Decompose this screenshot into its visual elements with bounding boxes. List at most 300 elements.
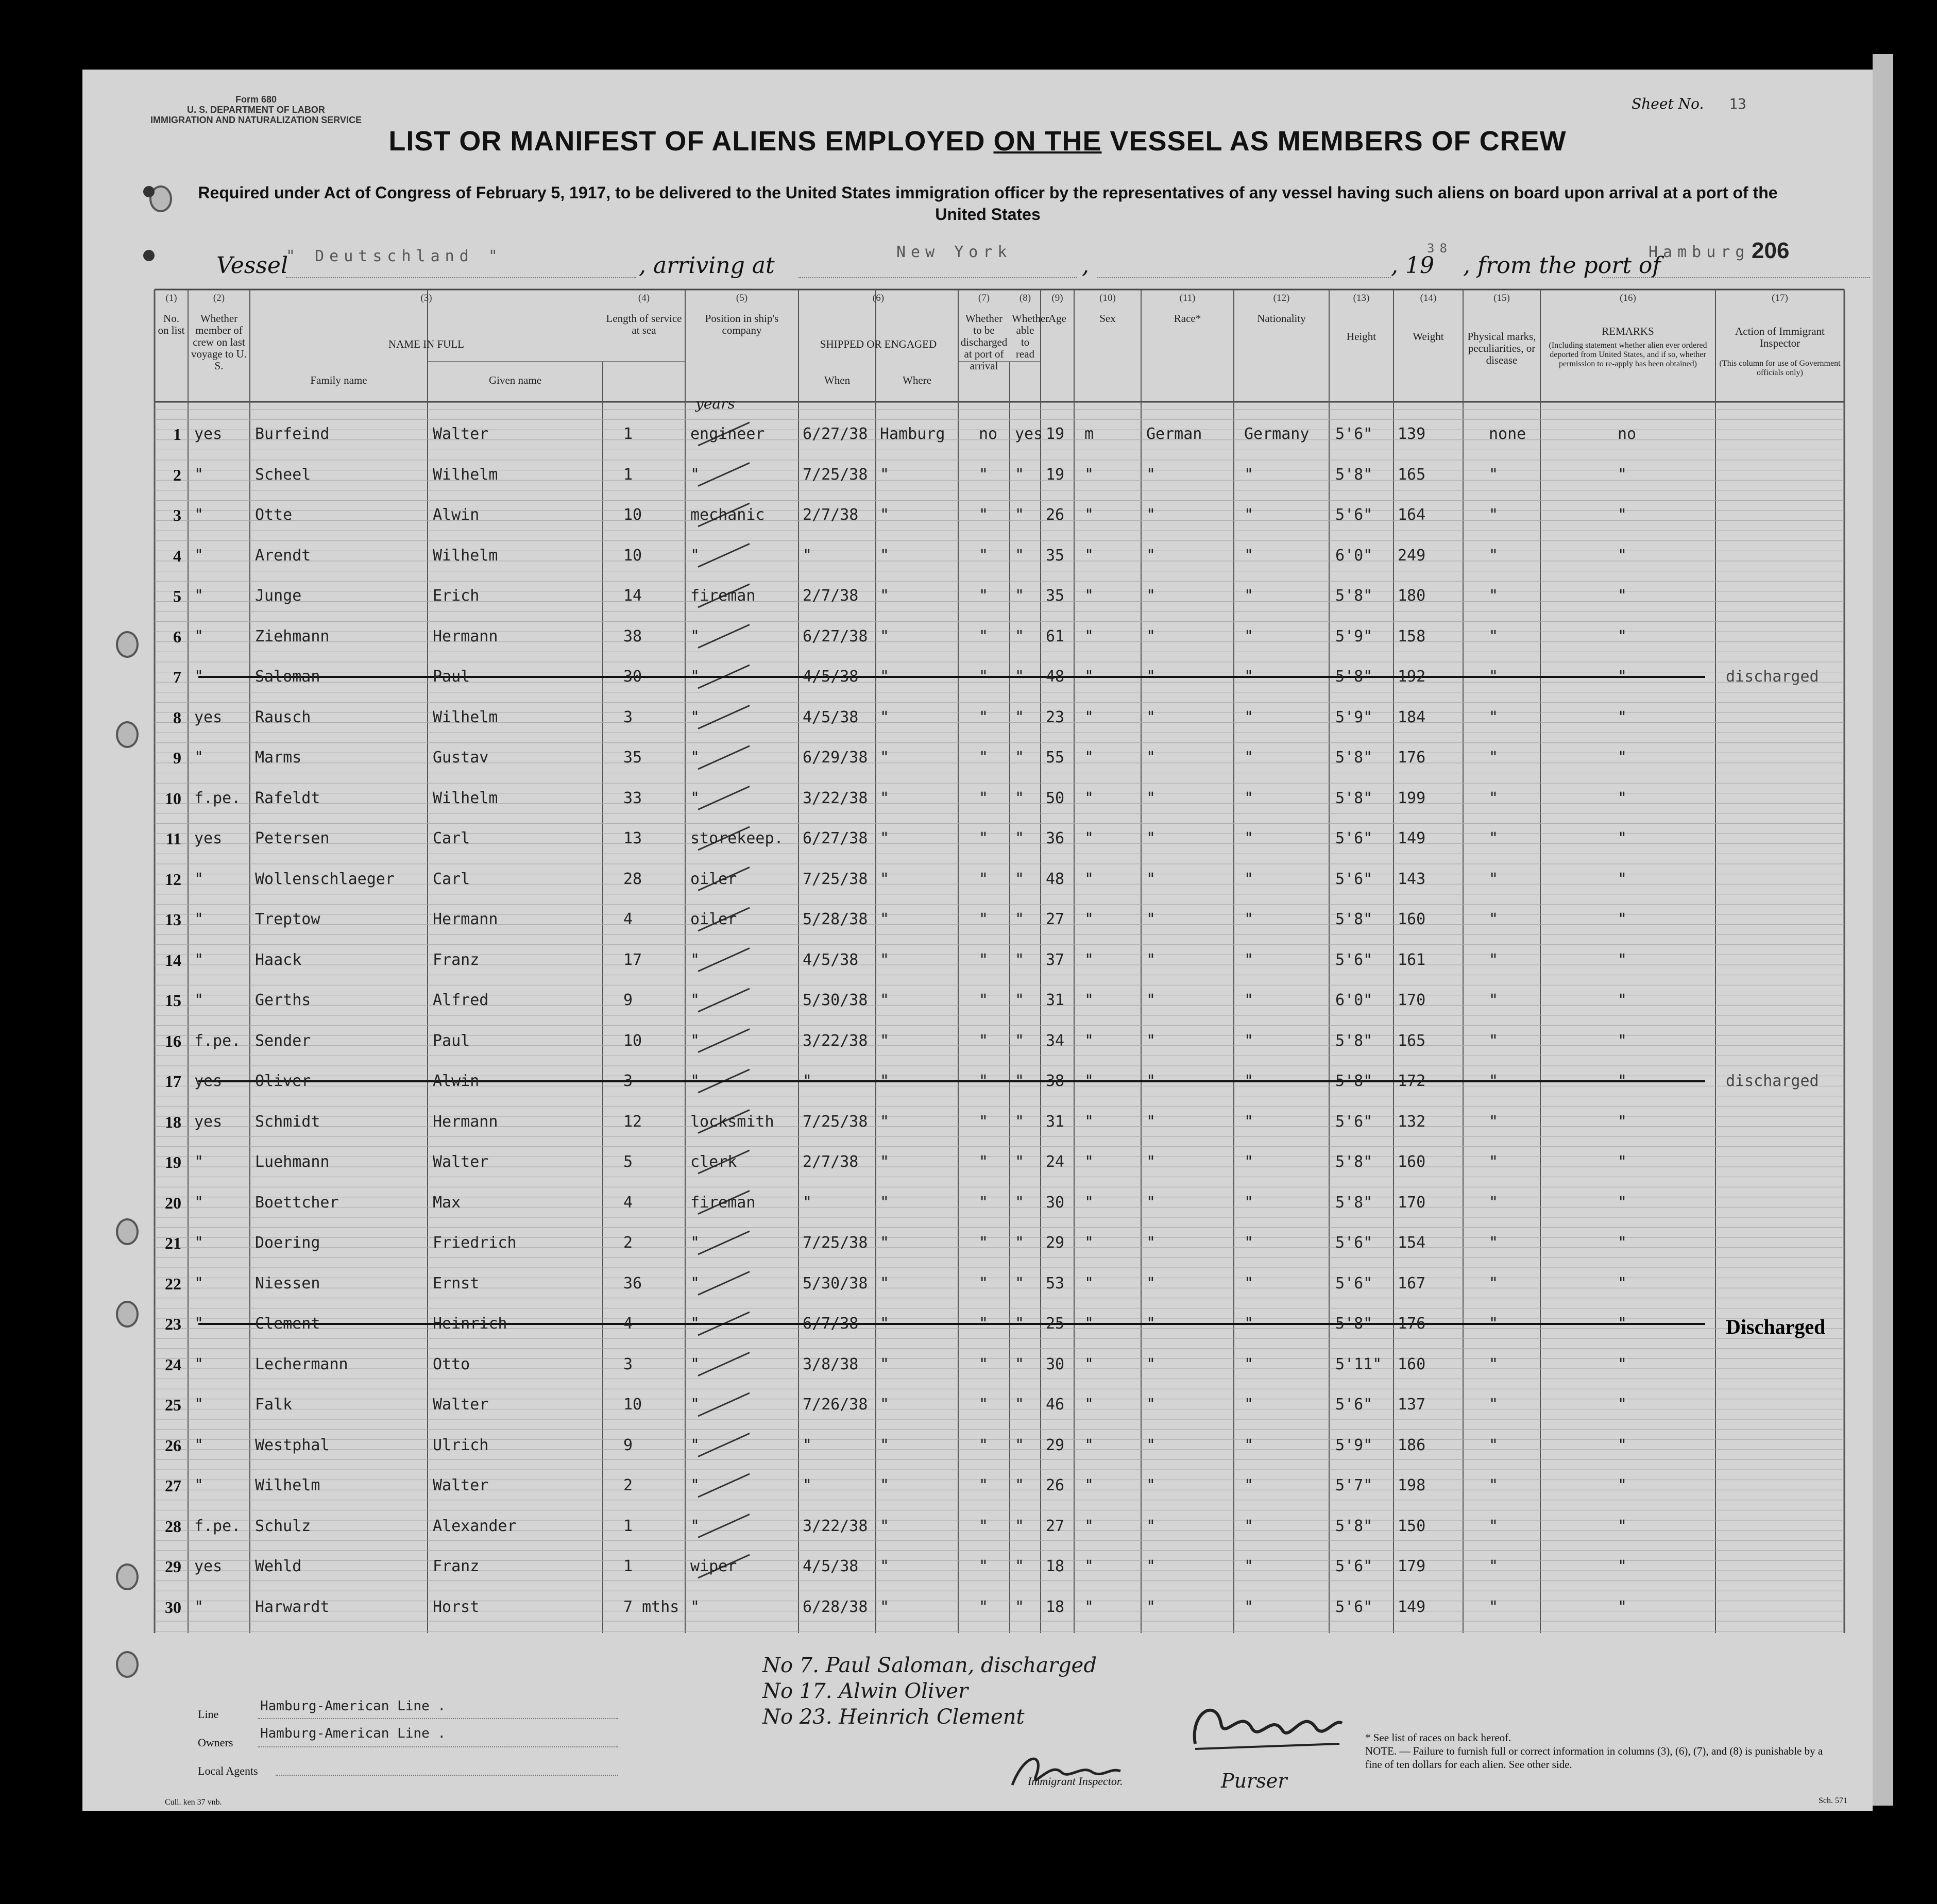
cell-weight: 165 xyxy=(1398,1031,1426,1050)
cell-read: " xyxy=(1015,829,1025,847)
row-number: 1 xyxy=(173,425,181,444)
cell-height: 5'9" xyxy=(1335,627,1373,645)
cell-when: 4/5/38 xyxy=(803,708,859,726)
cell-where: " xyxy=(880,1274,890,1293)
row-number: 28 xyxy=(165,1517,181,1536)
cell-position: " xyxy=(690,1315,700,1333)
cell-when: 7/26/38 xyxy=(803,1396,868,1414)
cell-prev: " xyxy=(194,506,204,524)
cell-disch: " xyxy=(979,546,989,565)
title-part: VESSEL AS MEMBERS OF CREW xyxy=(1101,126,1567,157)
title-part: ON THE xyxy=(993,126,1102,157)
cell-service: 10 xyxy=(623,1396,642,1414)
cell-height: 5'6" xyxy=(1335,1597,1373,1616)
column-header: Length of service at sea xyxy=(606,312,682,336)
cell-service: 14 xyxy=(623,587,642,605)
cell-when: 6/7/38 xyxy=(803,1315,859,1333)
cell-where: " xyxy=(880,991,890,1009)
cell-when: 5/30/38 xyxy=(803,991,868,1009)
column-number: (14) xyxy=(1420,293,1437,303)
cell-disch: " xyxy=(979,1436,989,1454)
cell-family: Oliver xyxy=(255,1072,311,1090)
cell-age: 37 xyxy=(1046,950,1065,969)
cell-age: 18 xyxy=(1046,1597,1065,1616)
cell-height: 6'0" xyxy=(1335,991,1373,1009)
cell-age: 30 xyxy=(1046,1193,1065,1212)
cell-position: " xyxy=(690,749,700,767)
cell-weight: 161 xyxy=(1398,950,1426,969)
cell-weight: 184 xyxy=(1398,708,1426,726)
cell-disch: " xyxy=(979,1031,989,1050)
cell-age: 50 xyxy=(1046,789,1065,807)
cell-when: 4/5/38 xyxy=(803,950,859,969)
cell-age: 38 xyxy=(1046,1072,1065,1090)
column-number: (9) xyxy=(1051,293,1063,303)
service-check-mark xyxy=(698,746,750,769)
cell-position: " xyxy=(690,789,700,807)
cell-height: 5'8" xyxy=(1335,587,1373,605)
cell-disch: " xyxy=(979,749,989,767)
cell-where: " xyxy=(880,789,890,807)
cell-race: " xyxy=(1146,1355,1156,1373)
cell-weight: 164 xyxy=(1398,506,1426,524)
column-number: (4) xyxy=(638,293,650,303)
cell-when: 5/28/38 xyxy=(803,910,868,928)
cell-disch: " xyxy=(979,506,989,524)
cell-given: Ulrich xyxy=(433,1436,489,1454)
department-name: U. S. DEPARTMENT OF LABOR xyxy=(187,105,325,115)
cell-read: " xyxy=(1015,1315,1025,1333)
column-number: (13) xyxy=(1353,293,1370,303)
column-header: SHIPPED OR ENGAGED xyxy=(820,338,937,350)
cell-service: 33 xyxy=(623,789,642,807)
cell-nat: " xyxy=(1244,1153,1254,1171)
cell-given: Franz xyxy=(433,1557,480,1575)
cell-sex: " xyxy=(1084,1234,1094,1252)
cell-given: Max xyxy=(433,1193,461,1212)
column-header: Weight xyxy=(1413,330,1444,343)
cell-given: Alwin xyxy=(433,506,480,524)
column-number: (7) xyxy=(978,293,990,303)
cell-given: Walter xyxy=(433,425,489,443)
cell-service: 1 xyxy=(623,1517,633,1535)
cell-read: " xyxy=(1015,910,1025,928)
cell-read: " xyxy=(1015,991,1025,1009)
cell-service: 38 xyxy=(623,627,642,645)
cell-prev: " xyxy=(194,991,204,1009)
cell-sex: " xyxy=(1084,668,1094,686)
row-number: 25 xyxy=(165,1396,181,1414)
cell-nat: " xyxy=(1244,1112,1254,1131)
cell-position: storekeep. xyxy=(690,829,784,847)
cell-marks: " xyxy=(1489,870,1499,888)
line-label: Line xyxy=(198,1708,219,1721)
cell-weight: 199 xyxy=(1398,789,1426,807)
cell-prev: yes xyxy=(194,1557,223,1575)
cell-service: 1 xyxy=(623,465,633,484)
cell-disch: " xyxy=(979,1396,989,1414)
cell-height: 5'8" xyxy=(1335,1072,1373,1090)
cell-when: 6/27/38 xyxy=(803,829,868,847)
agents-underline xyxy=(276,1775,618,1776)
cell-race: " xyxy=(1146,627,1156,645)
cell-given: Hermann xyxy=(433,627,498,645)
row-number: 23 xyxy=(165,1315,181,1333)
cell-race: " xyxy=(1146,1112,1156,1131)
cell-family: Saloman xyxy=(255,668,320,686)
cell-given: Paul xyxy=(433,668,470,686)
cell-when: 2/7/38 xyxy=(803,587,859,605)
cell-prev: " xyxy=(194,668,204,686)
cell-service: 4 xyxy=(623,1315,633,1333)
cell-nat: " xyxy=(1244,950,1254,969)
cell-nat: " xyxy=(1244,789,1254,807)
cell-read: " xyxy=(1015,1234,1025,1252)
cell-disch: " xyxy=(979,1112,989,1131)
cell-where: " xyxy=(880,627,890,645)
cell-position: " xyxy=(690,1355,700,1373)
cell-position: locksmith xyxy=(690,1112,774,1131)
row-number: 22 xyxy=(165,1274,181,1293)
cell-sex: " xyxy=(1084,708,1094,726)
cell-marks: " xyxy=(1489,1234,1499,1252)
line-underline xyxy=(258,1718,618,1719)
cell-family: Clement xyxy=(255,1315,320,1333)
cell-prev: " xyxy=(194,910,204,928)
cell-given: Friedrich xyxy=(433,1234,517,1252)
cell-when: 4/5/38 xyxy=(803,668,859,686)
cell-position: " xyxy=(690,1274,700,1293)
cell-sex: " xyxy=(1084,1355,1094,1373)
purser-signature xyxy=(1185,1692,1350,1759)
cell-marks: " xyxy=(1489,708,1499,726)
cell-weight: 180 xyxy=(1398,587,1426,605)
cell-remarks: " xyxy=(1618,1274,1627,1293)
cell-age: 31 xyxy=(1046,991,1065,1009)
cell-prev: " xyxy=(194,950,204,969)
cell-age: 25 xyxy=(1046,1315,1065,1333)
cell-nat: " xyxy=(1244,1072,1254,1090)
cell-given: Walter xyxy=(433,1476,489,1494)
cell-where: " xyxy=(880,1072,890,1090)
cell-sex: " xyxy=(1084,749,1094,767)
cell-nat: " xyxy=(1244,1517,1254,1535)
cell-weight: 132 xyxy=(1398,1112,1426,1131)
cell-when: 3/22/38 xyxy=(803,789,868,807)
cell-service: 10 xyxy=(623,506,642,524)
cell-remarks: " xyxy=(1618,1436,1627,1454)
cell-read: " xyxy=(1015,1557,1025,1575)
cell-disch: " xyxy=(979,1517,989,1535)
cell-prev: " xyxy=(194,1315,204,1333)
cell-family: Ziehmann xyxy=(255,627,330,645)
cell-read: " xyxy=(1015,1396,1025,1414)
cell-position: " xyxy=(690,546,700,565)
owners-value: Hamburg-American Line . xyxy=(260,1726,446,1741)
cell-age: 29 xyxy=(1046,1234,1065,1252)
cell-family: Sender xyxy=(255,1031,311,1050)
cell-race: " xyxy=(1146,749,1156,767)
cell-height: 5'6" xyxy=(1335,1557,1373,1575)
service-check-mark xyxy=(698,1515,750,1538)
cell-family: Arendt xyxy=(255,546,311,565)
column-number: (15) xyxy=(1493,293,1510,303)
cell-weight: 150 xyxy=(1398,1517,1426,1535)
service-check-mark xyxy=(698,706,750,729)
column-number: (11) xyxy=(1179,293,1196,303)
cell-remarks: " xyxy=(1618,1234,1627,1252)
row-number: 12 xyxy=(165,870,181,889)
cell-service: 7 mths xyxy=(623,1597,679,1616)
cell-marks: " xyxy=(1489,910,1499,928)
cell-race: " xyxy=(1146,829,1156,847)
cell-disch: " xyxy=(979,1153,989,1171)
cell-remarks: " xyxy=(1618,1031,1627,1050)
arrival-port: New York xyxy=(896,243,1012,261)
cell-position: " xyxy=(690,1597,700,1616)
cell-action: discharged xyxy=(1726,668,1819,686)
cell-disch: " xyxy=(979,1557,989,1575)
cell-prev: " xyxy=(194,1396,204,1414)
cell-nat: " xyxy=(1244,870,1254,888)
cell-marks: " xyxy=(1489,627,1499,645)
cell-position: mechanic xyxy=(690,506,765,524)
cell-marks: " xyxy=(1489,465,1499,484)
cell-weight: 149 xyxy=(1398,829,1426,847)
cell-position: fireman xyxy=(690,1193,756,1212)
cell-when: 2/7/38 xyxy=(803,506,859,524)
cell-where: " xyxy=(880,1153,890,1171)
cell-marks: " xyxy=(1489,1153,1499,1171)
cell-disch: " xyxy=(979,910,989,928)
cell-when: " xyxy=(803,1072,812,1090)
cell-when: 3/22/38 xyxy=(803,1031,868,1050)
cell-where: " xyxy=(880,1436,890,1454)
cell-position: " xyxy=(690,1476,700,1494)
cell-prev: f.pe. xyxy=(194,1031,241,1050)
cell-nat: " xyxy=(1244,587,1254,605)
cell-height: 5'8" xyxy=(1335,668,1373,686)
cell-remarks: " xyxy=(1618,708,1627,726)
row-number: 15 xyxy=(165,991,181,1010)
cell-service: 9 xyxy=(623,1436,633,1454)
cell-race: " xyxy=(1146,1274,1156,1293)
owners-underline xyxy=(258,1746,618,1747)
cell-where: " xyxy=(880,1315,890,1333)
cell-where: " xyxy=(880,1355,890,1373)
row-number: 6 xyxy=(173,627,181,646)
column-number: (5) xyxy=(736,293,748,303)
cell-position: " xyxy=(690,627,700,645)
cell-height: 5'8" xyxy=(1335,1517,1373,1535)
manifest-number: 206 xyxy=(1752,238,1790,263)
column-subheader: Given name xyxy=(488,374,542,386)
row-number: 21 xyxy=(165,1234,181,1252)
form-number: Form 680 xyxy=(235,94,277,105)
column-subheader: Family name xyxy=(310,374,367,386)
column-header: Age xyxy=(1048,312,1066,325)
cell-position: " xyxy=(690,1234,700,1252)
cell-prev: " xyxy=(194,1274,204,1293)
cell-race: " xyxy=(1146,950,1156,969)
cell-read: " xyxy=(1015,1597,1025,1616)
cell-race: " xyxy=(1146,1153,1156,1171)
cell-read: " xyxy=(1015,749,1025,767)
cell-position: " xyxy=(690,465,700,484)
row-number: 7 xyxy=(173,668,181,686)
cell-marks: " xyxy=(1489,1557,1499,1575)
cell-family: Burfeind xyxy=(255,425,330,443)
cell-sex: " xyxy=(1084,1315,1094,1333)
cell-weight: 192 xyxy=(1398,668,1426,686)
column-header: No. on list xyxy=(158,312,185,336)
owners-label: Owners xyxy=(198,1736,233,1749)
cell-marks: " xyxy=(1489,749,1499,767)
cell-weight: 176 xyxy=(1398,749,1426,767)
cell-prev: " xyxy=(194,1153,204,1171)
cell-where: " xyxy=(880,1193,890,1212)
column-header: NAME IN FULL xyxy=(388,338,464,350)
cell-prev: f.pe. xyxy=(194,789,241,807)
cell-read: " xyxy=(1015,506,1025,524)
cell-position: " xyxy=(690,1517,700,1535)
cell-sex: " xyxy=(1084,1476,1094,1494)
cell-remarks: " xyxy=(1618,1597,1627,1616)
cell-where: " xyxy=(880,587,890,605)
cell-disch: " xyxy=(979,1234,989,1252)
column-header: Nationality xyxy=(1257,312,1306,325)
cell-marks: " xyxy=(1489,1112,1499,1131)
row-number: 4 xyxy=(173,546,181,565)
inspector-label: Immigrant Inspector. xyxy=(1028,1775,1123,1788)
cell-disch: " xyxy=(979,1315,989,1333)
cell-weight: 160 xyxy=(1398,1153,1426,1171)
cell-weight: 186 xyxy=(1398,1436,1426,1454)
cell-read: " xyxy=(1015,1072,1025,1090)
cell-prev: yes xyxy=(194,1112,223,1131)
cell-read: " xyxy=(1015,668,1025,686)
cell-remarks: " xyxy=(1618,991,1627,1009)
cell-race: " xyxy=(1146,1072,1156,1090)
cell-sex: m xyxy=(1084,425,1094,443)
cell-when: 7/25/38 xyxy=(803,1112,868,1131)
cell-height: 5'8" xyxy=(1335,465,1373,484)
cell-remarks: " xyxy=(1618,950,1627,969)
cell-remarks: " xyxy=(1618,1193,1627,1212)
cell-prev: " xyxy=(194,1597,204,1616)
cell-when: 7/25/38 xyxy=(803,1234,868,1252)
cell-prev: " xyxy=(194,749,204,767)
cell-sex: " xyxy=(1084,1396,1094,1414)
cell-when: 7/25/38 xyxy=(803,465,868,484)
cell-family: Petersen xyxy=(255,829,330,847)
column-header: Sex xyxy=(1099,312,1116,325)
cell-race: " xyxy=(1146,1517,1156,1535)
cell-when: 6/28/38 xyxy=(803,1597,868,1616)
cell-family: Rausch xyxy=(255,708,311,726)
from-port-label: , from the port of xyxy=(1463,252,1661,279)
cell-age: 48 xyxy=(1046,668,1065,686)
cell-position: engineer xyxy=(690,425,765,443)
cell-where: " xyxy=(880,749,890,767)
cell-read: " xyxy=(1015,1112,1025,1131)
cell-when: 6/27/38 xyxy=(803,627,868,645)
row-number: 14 xyxy=(165,950,181,970)
cell-age: 55 xyxy=(1046,749,1065,767)
cell-sex: " xyxy=(1084,1517,1094,1535)
cell-disch: " xyxy=(979,950,989,969)
cell-sex: " xyxy=(1084,506,1094,524)
cell-service: 13 xyxy=(623,829,642,847)
cell-where: " xyxy=(880,829,890,847)
cell-when: 3/8/38 xyxy=(803,1355,859,1373)
cell-race: " xyxy=(1146,668,1156,686)
cell-race: " xyxy=(1146,1476,1156,1494)
service-check-mark xyxy=(698,1434,750,1457)
cell-remarks: " xyxy=(1618,870,1627,888)
row-number: 20 xyxy=(165,1193,181,1212)
cell-age: 36 xyxy=(1046,829,1065,847)
cell-family: Luehmann xyxy=(255,1153,330,1171)
cell-remarks: " xyxy=(1618,465,1627,484)
cell-when: 3/22/38 xyxy=(803,1517,868,1535)
cell-race: " xyxy=(1146,465,1156,484)
cell-where: " xyxy=(880,1396,890,1414)
cell-where: " xyxy=(880,1476,890,1494)
cell-age: 31 xyxy=(1046,1112,1065,1131)
service-check-mark xyxy=(698,948,750,972)
cell-nat: " xyxy=(1244,1274,1254,1293)
cell-age: 48 xyxy=(1046,870,1065,888)
cell-service: 4 xyxy=(623,910,633,928)
cell-read: " xyxy=(1015,789,1025,807)
column-number: (8) xyxy=(1019,293,1031,303)
cell-height: 5'6" xyxy=(1335,1396,1373,1414)
column-number: (1) xyxy=(165,293,177,303)
cell-remarks: " xyxy=(1618,910,1627,928)
cell-sex: " xyxy=(1084,1557,1094,1575)
cell-weight: 165 xyxy=(1398,465,1426,484)
cell-sex: " xyxy=(1084,870,1094,888)
service-check-mark xyxy=(698,1393,750,1416)
cell-nat: " xyxy=(1244,668,1254,686)
cell-nat: " xyxy=(1244,1476,1254,1494)
cell-service: 2 xyxy=(623,1234,633,1252)
cell-where: " xyxy=(880,950,890,969)
cell-given: Hermann xyxy=(433,1112,498,1131)
cell-given: Paul xyxy=(433,1031,470,1050)
cell-family: Rafeldt xyxy=(255,789,320,807)
service-check-mark xyxy=(698,544,750,567)
cell-race: " xyxy=(1146,587,1156,605)
cell-given: Carl xyxy=(433,829,470,847)
handwritten-note: No 7. Paul Saloman, discharged xyxy=(762,1654,1097,1677)
cell-disch: " xyxy=(979,708,989,726)
cell-disch: " xyxy=(979,1193,989,1212)
cell-height: 5'8" xyxy=(1335,749,1373,767)
cell-family: Schmidt xyxy=(255,1112,320,1131)
cell-nat: " xyxy=(1244,910,1254,928)
cell-sex: " xyxy=(1084,910,1094,928)
cell-where: " xyxy=(880,1557,890,1575)
service-check-mark xyxy=(698,625,750,648)
service-check-mark xyxy=(698,1474,750,1497)
cell-disch: no xyxy=(979,425,998,443)
cell-weight: 160 xyxy=(1398,1355,1426,1373)
cell-where: " xyxy=(880,506,890,524)
cell-when: 2/7/38 xyxy=(803,1153,859,1171)
cell-remarks: " xyxy=(1618,1557,1627,1575)
